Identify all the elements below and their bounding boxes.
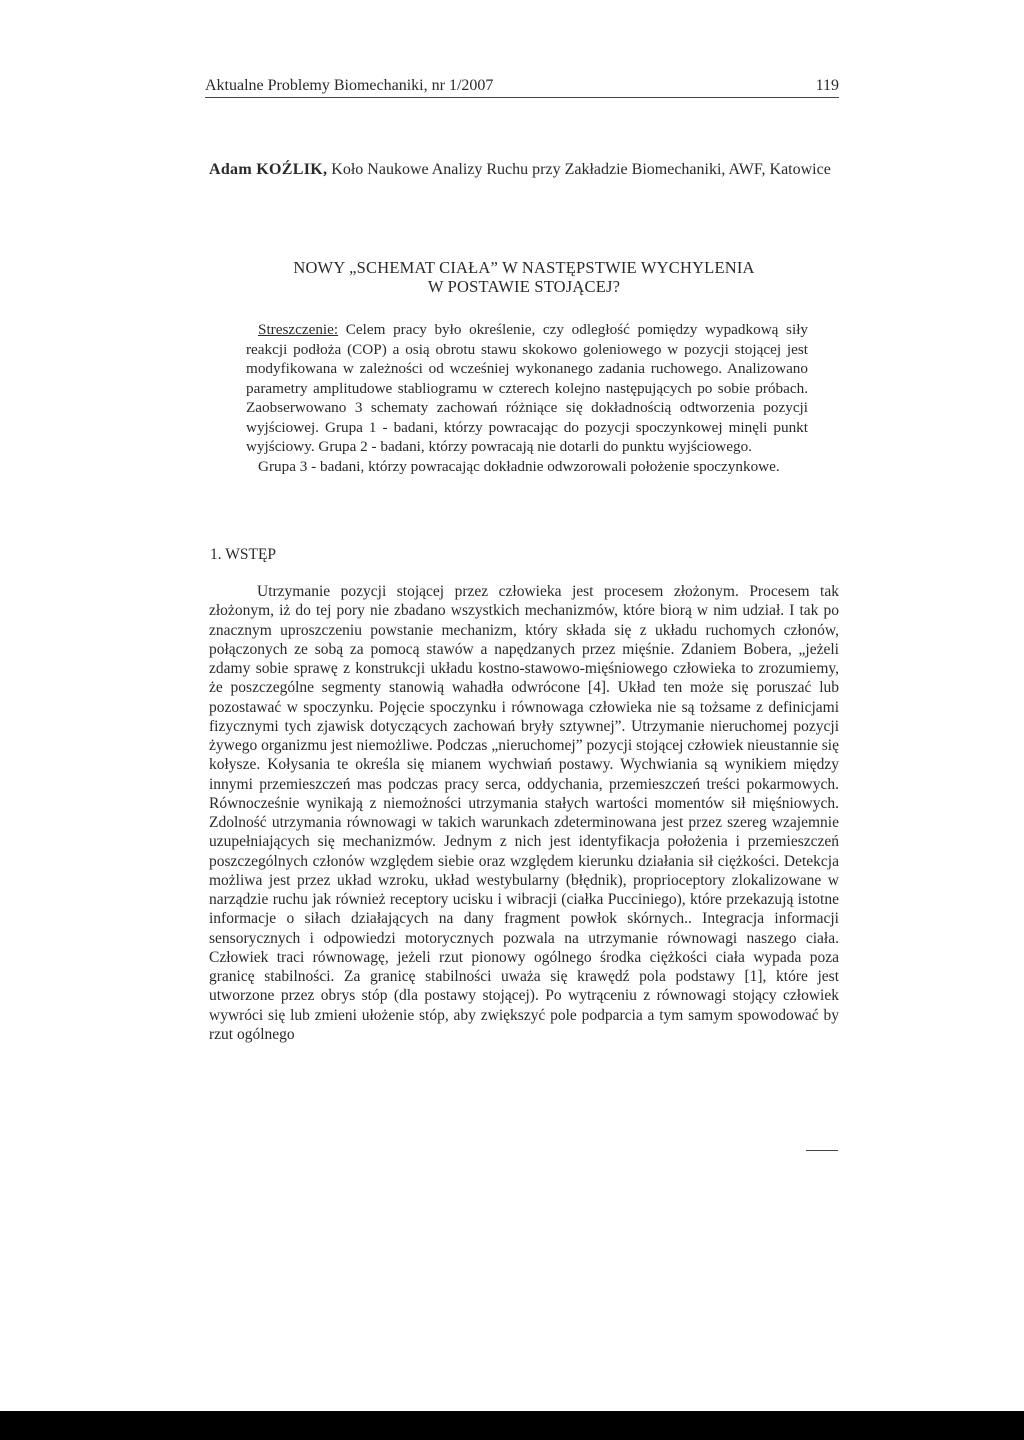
title-line-2: W POSTAWIE STOJĄCEJ? bbox=[427, 277, 621, 296]
author-line bbox=[209, 159, 839, 181]
abstract-paragraph-2: Grupa 3 - badani, którzy powracając dokładnie odwzorowali położenie spoczynkowe. bbox=[258, 457, 780, 475]
paper-title bbox=[209, 258, 839, 296]
abstract bbox=[246, 320, 808, 476]
abstract-label: Streszczenie: bbox=[258, 321, 339, 338]
body-paragraph-1: Utrzymanie pozycji stojącej przez człowieka jest procesem złożonym. Procesem tak złożonym, iż do tej pory nie zbadano wszystkich mechanizmów, które biorą w nim udział. I tak po znacznym uproszczeniu powstanie mechanizm, który składa się z układu ruchomych członów, połączonych ze sobą za pomocą stawów a napędzanych przez mięśnie. Zdaniem Bobera, „jeżeli zdamy sobie sprawę z konstrukcji układu kostno-stawowo-mięśniowego człowieka to zrozumiemy, że poszczególne segmenty stanowią wahadła odwrócone [4]. Układ ten może się poruszać lub pozostawać w spoczynku. Pojęcie spoczynku i równowaga człowieka nie są tożsame z definicjami fizycznymi tych zjawisk dotyczących zachowań bryły sztywnej”. Utrzymanie nieruchomej pozycji żywego organizmu jest niemożliwe. Podczas „nieruchomej” pozycji stojącej człowiek nieustannie się kołysze. Kołysania te określa się mianem wychwiań postawy. Wychwiania są wynikiem między innymi przemieszczeń mas podczas pracy serca, oddychania, przemieszczeń treści pokarmowych. Równocześnie wynikają z niemożności utrzymania stałych wartości momentów sił mięśniowych. Zdolność utrzymania równowagi w takich warunkach zdeterminowana jest przez szereg wzajemnie uzupełniających się mechanizmów. Jednym z nich jest identyfikacja położenia i przemieszczeń poszczególnych członów względem siebie oraz względem kierunku działania sił ciężkości. Detekcja możliwa jest przez układ wzroku, układ westybularny (błędnik), proprioceptory zlokalizowane w narządzie ruchu jak również receptory ucisku i wibracji (ciałka Pucciniego), które przekazują istotne informacje o siłach działających na dany fragment powłok skórnych.. Integracja informacji sensorycznych i odpowiedzi motorycznych pozwala na utrzymanie równowagi naszego ciała. Człowiek traci równowagę, jeżeli rzut pionowy ogólnego środka ciężkości ciała wypada poza granicę stabilności. Za granicę stabilności uważa się krawędź pola podstawy [1], które jest utworzone przez obrys stóp (dla postawy stojącej). Po wytrąceniu z równowagi stojący człowiek wywróci się lub zmieni ułożenie stóp, aby zwiększyć pole podparcia a tym samym spowodować by rzut ogólnego bbox=[209, 583, 839, 1043]
title-line-1: NOWY „SCHEMAT CIAŁA” W NASTĘPSTWIE WYCHYLENIA bbox=[293, 258, 755, 277]
page-number: 119 bbox=[815, 77, 839, 94]
body-text bbox=[209, 582, 839, 1044]
journal-title: Aktualne Problemy Biomechaniki, nr 1/2007 bbox=[205, 77, 494, 94]
footnote-rule bbox=[806, 1150, 838, 1151]
running-header bbox=[205, 77, 839, 98]
abstract-text-1: Celem pracy było określenie, czy odległość pomiędzy wypadkową siły reakcji podłoża (COP) a osią obrotu stawu skokowo goleniowego w pozycji stojącej jest modyfikowana w zależności od wcześniej wykonanego zadania ruchowego. Analizowano parametry amplitudowe stabliogramu w czterech kolejno następujących po sobie próbach. Zaobserwowano 3 schematy zachowań różniące się dokładnością odtworzenia pozycji wyjściowej. Grupa 1 - badani, którzy powracając do pozycji spoczynkowej minęli punkt wyjściowy. Grupa 2 - badani, którzy powracają nie dotarli do punktu wyjściowego. bbox=[246, 321, 809, 455]
scan-border bbox=[0, 1411, 1024, 1440]
author-affiliation: Koło Naukowe Analizy Ruchu przy Zakładzie Biomechaniki, AWF, Katowice bbox=[331, 161, 831, 178]
abstract-paragraph-1 bbox=[246, 320, 808, 457]
author-name: Adam KOŹLIK, bbox=[209, 161, 328, 178]
section-heading: 1. WSTĘP bbox=[210, 546, 277, 563]
